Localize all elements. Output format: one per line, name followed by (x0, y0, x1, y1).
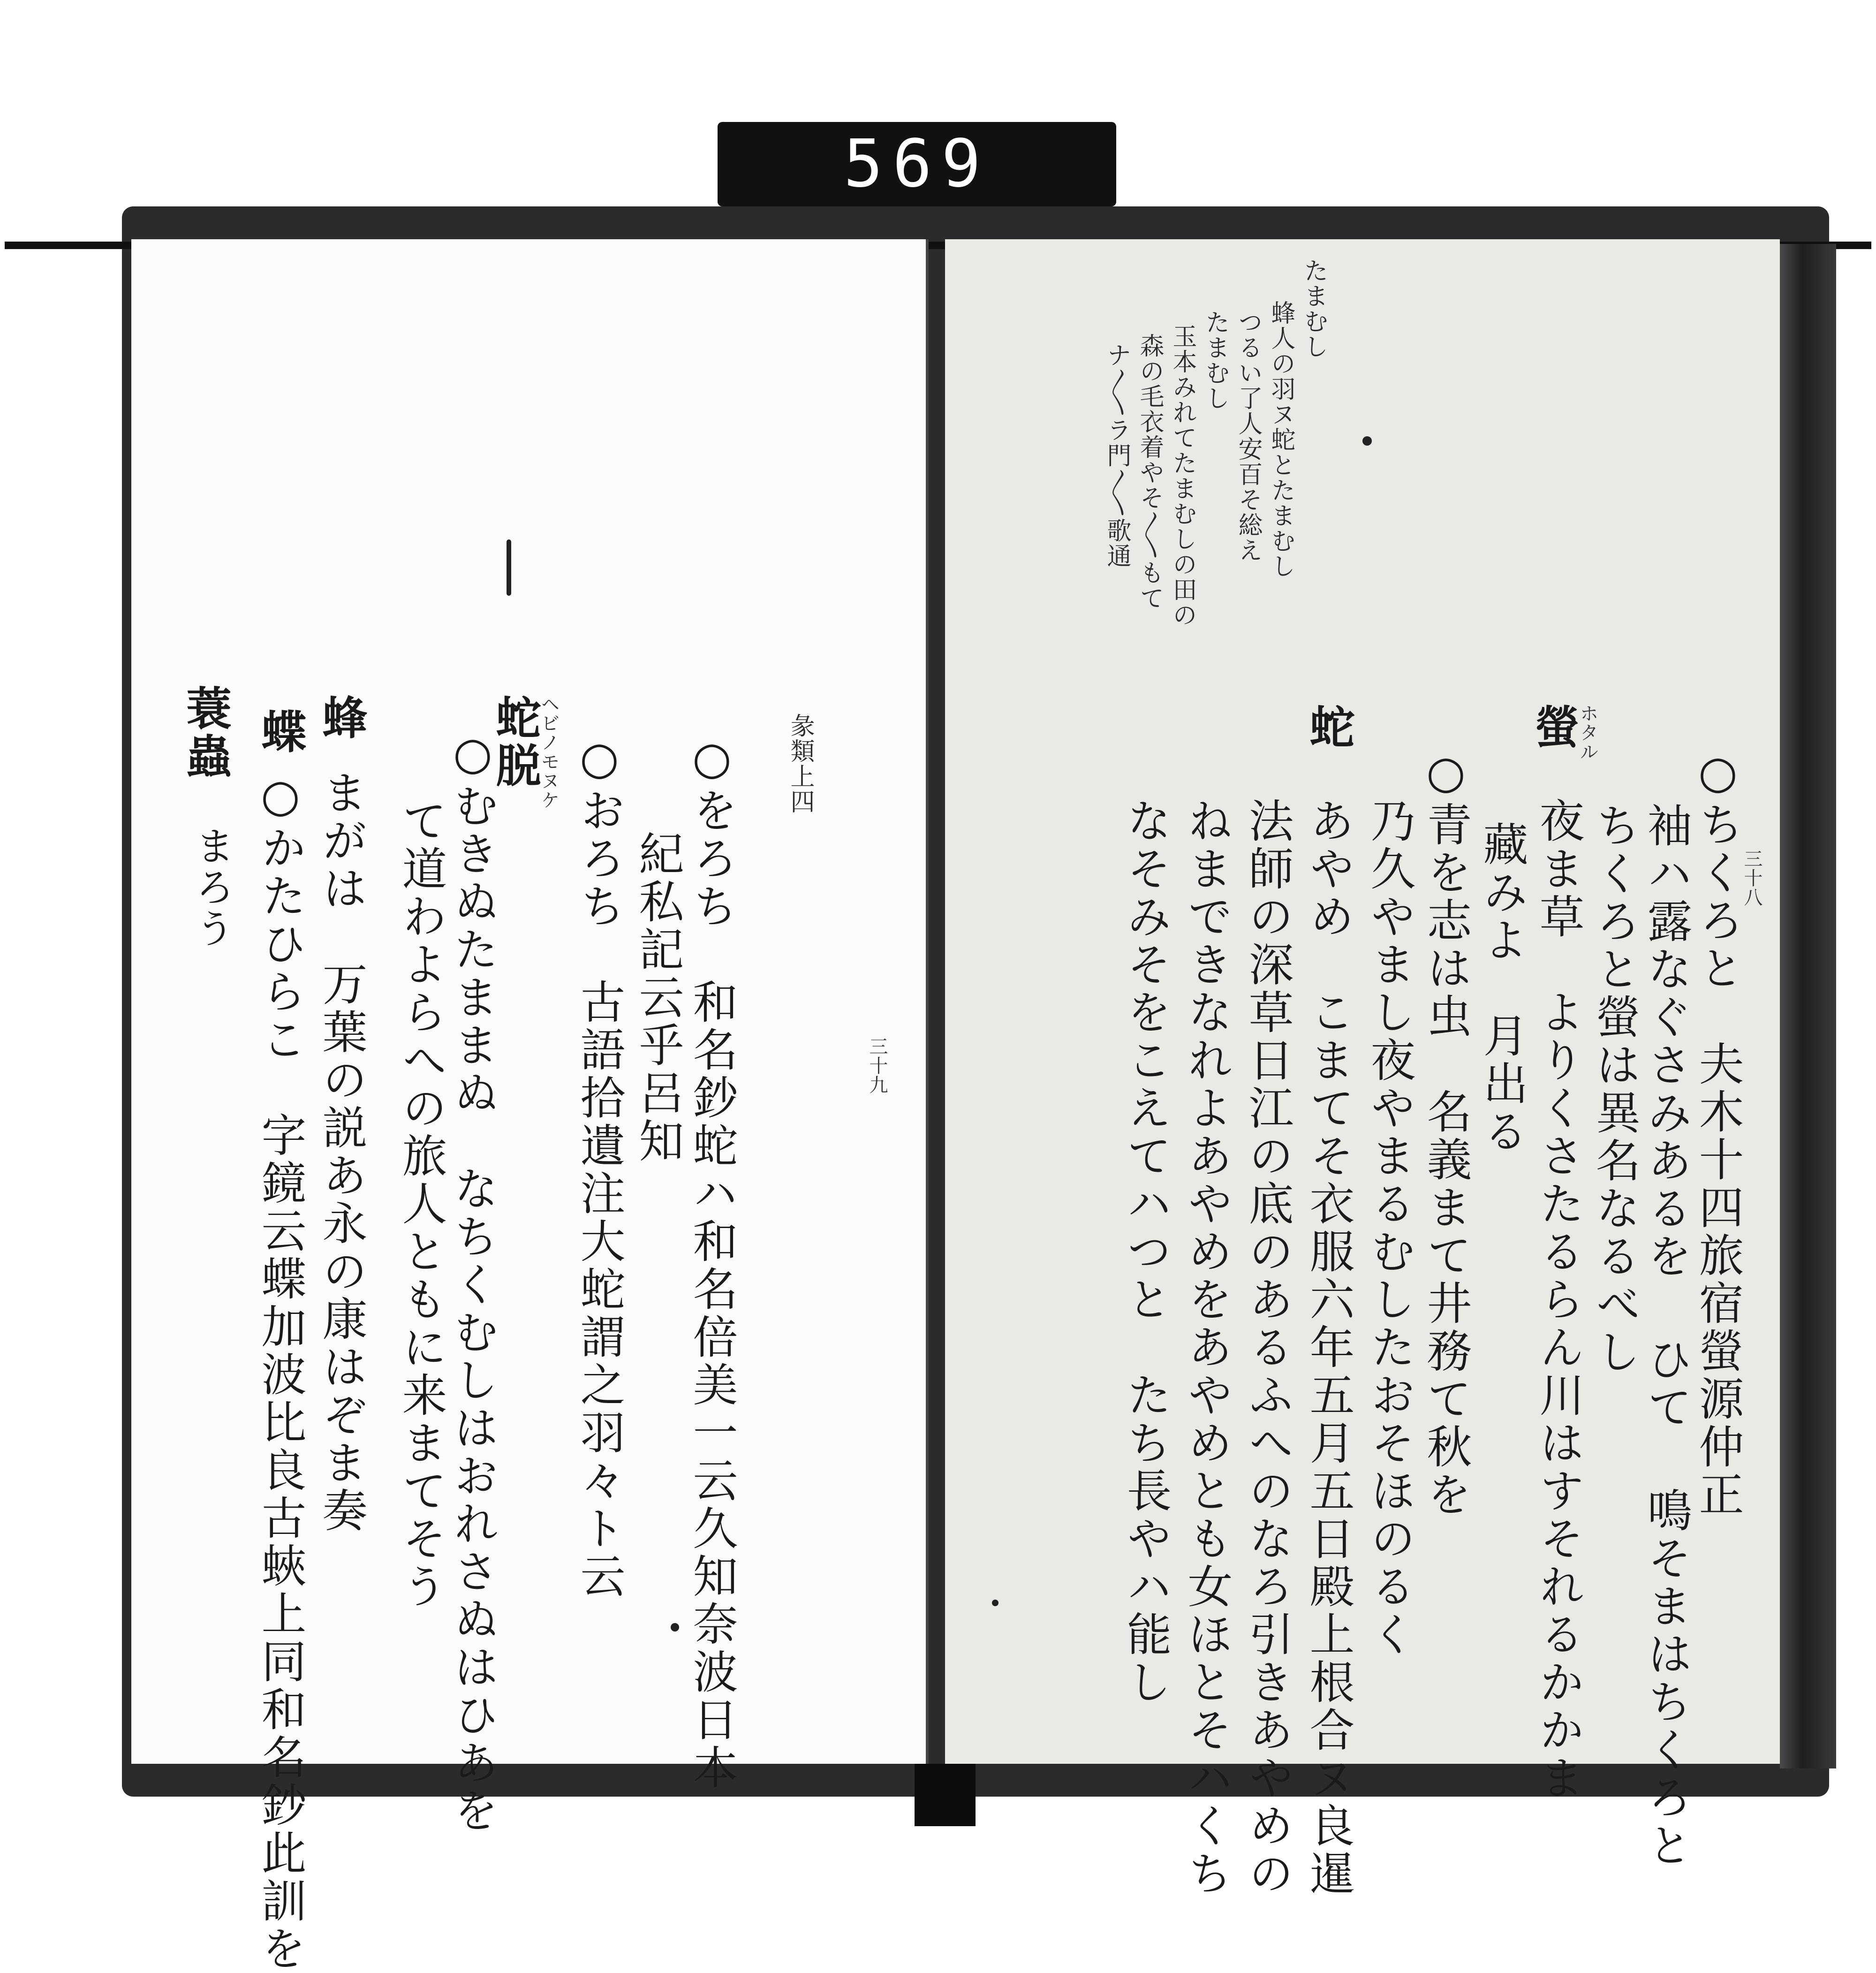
left-page-folio: 三十九 (866, 1037, 888, 1094)
frame-number-left: 569 (843, 126, 991, 202)
right-page (945, 239, 1780, 1898)
left-heading-snake-shed: 蛇脱 (489, 694, 542, 790)
left-heading-bagworm: 蓑蟲 (179, 685, 232, 781)
left-line-2: 紀私記云乎呂知 (632, 830, 684, 1165)
right-line-3: ちくろと螢は異名なるべし (1589, 802, 1641, 1376)
ink-dot (1362, 436, 1372, 446)
left-page (131, 239, 929, 1973)
right-line-5: 藏みよ 月出る (1476, 821, 1528, 1156)
ink-dot (671, 1623, 679, 1632)
right-line-1: ○ちくろと 夫木十四旅宿螢源仲正 (1692, 746, 1744, 1519)
right-line-9: 法師の深草日江の底のあるふへのなろ引きあやめの (1241, 797, 1294, 1898)
left-line-8: まろう (189, 826, 235, 949)
margin-note-7: ナ〳〵ラ門〳〵歌通 (1103, 342, 1131, 569)
margin-note-5: 玉本みれてたまむしの田の (1168, 324, 1196, 628)
margin-note-6: 森の毛衣着やそ〳〵もて (1135, 333, 1164, 611)
right-line-7: 乃久やまし夜やまるむしたおそほのるく (1363, 797, 1416, 1659)
ink-stroke (507, 539, 511, 596)
right-line-6: ○青を志は虫 名義まて井務て秋を (1420, 746, 1472, 1519)
left-line-6: まがは 万葉の説あ永の康はぞま奏 (315, 769, 368, 1535)
heading-firefly: 螢 (1528, 704, 1581, 751)
left-heading-bee: 蜂 (315, 694, 368, 742)
left-line-1: ○をろち 和名鈔蛇ハ和名倍美一云久知奈波日本 (686, 732, 738, 1792)
heading-firefly-ruby: ホタル (1577, 704, 1598, 761)
left-ruby-snake-shed: ヘビノモヌケ (538, 694, 560, 810)
margin-note-4: たまむし (1201, 310, 1229, 411)
book-edge-right (1780, 244, 1836, 1768)
left-line-4: ○むきぬたままぬ なちくむしはおれさぬはひあを (446, 727, 499, 1835)
margin-note-2: 蜂人の羽ヌ蛇とたまむし (1267, 300, 1295, 579)
left-line-5: て道わよらへの旅人ともに来まてそう (395, 797, 447, 1611)
left-header-note: 彖類上四 (786, 713, 814, 814)
right-line-11: なそみそをこえてハつと たち長やハ能し (1120, 797, 1172, 1707)
ink-dot (992, 1600, 999, 1606)
heading-snake: 蛇 (1302, 704, 1355, 751)
right-line-10: ねまできなれよあやめをあやめとも女ほとそハくち (1180, 797, 1233, 1898)
margin-note-1: たまむし (1300, 258, 1328, 359)
left-heading-butterfly: 蝶 (254, 708, 307, 756)
microfilm-frame-label (718, 122, 1116, 206)
book-spine-bottom (915, 1764, 976, 1826)
left-line-3: ○おろち 古語拾遺注大蛇謂之羽々ト云 (573, 732, 626, 1601)
left-line-7: ○かたひらこ 字鏡云蝶加波比良古蛺上同和名鈔此訓を (254, 769, 307, 1973)
right-line-8: あやめ こまてそ衣服六年五月五日殿上根合ヌ良暹 (1302, 797, 1355, 1898)
right-line-2: 袖ハ露なぐさみあるを ひて 鳴そまはちくろと (1640, 802, 1693, 1870)
right-page-folio: 三十八 (1741, 849, 1763, 907)
right-line-4: 夜ま草 よりくさたるらん川はすそれるかかま (1532, 797, 1585, 1802)
margin-note-3: つるい了人安百そ総え (1234, 310, 1262, 563)
